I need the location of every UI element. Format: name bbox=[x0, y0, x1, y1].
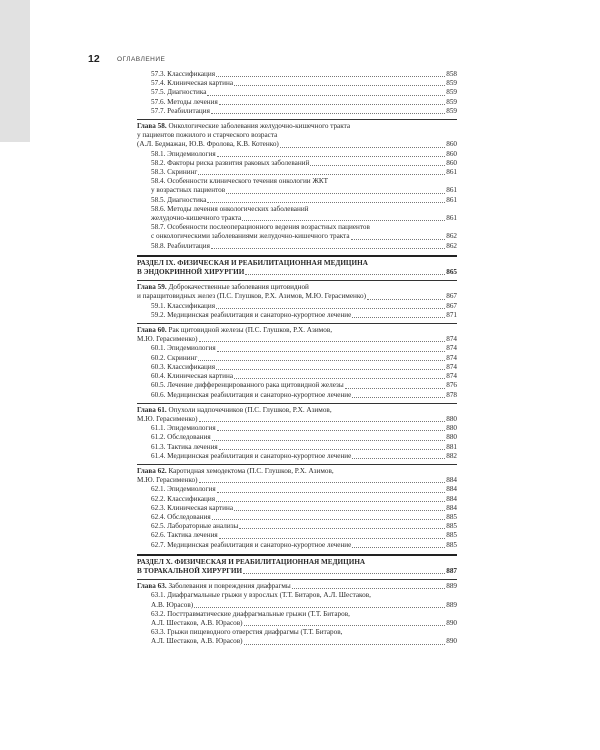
toc-entry-title-line: 62.1. Эпидемиология bbox=[151, 485, 216, 494]
toc-entry-text bbox=[151, 531, 218, 540]
toc-entry-row bbox=[151, 424, 457, 433]
toc-page-number: 859 bbox=[446, 88, 457, 97]
table-of-contents bbox=[137, 70, 457, 647]
toc-entry-row bbox=[137, 140, 457, 149]
toc-page-number: 880 bbox=[446, 424, 457, 433]
toc-entry-row bbox=[151, 214, 457, 223]
toc-entry-line bbox=[137, 326, 457, 335]
toc-entry-text bbox=[151, 214, 241, 223]
toc-page-number: 885 bbox=[446, 512, 457, 521]
toc-page-number: 882 bbox=[446, 451, 457, 460]
toc-entry-line bbox=[137, 122, 457, 131]
toc-entry-text bbox=[151, 504, 233, 513]
toc-page-number: 885 bbox=[446, 522, 457, 531]
toc-entry-title-line: В ТОРАКАЛЬНОЙ ХИРУРГИИ bbox=[137, 566, 243, 575]
chapter-label: Глава 58. bbox=[137, 122, 167, 131]
toc-entry-row bbox=[137, 268, 457, 277]
leader-dots bbox=[310, 165, 445, 166]
toc-entry-title-line: 57.6. Методы лечения bbox=[151, 97, 218, 106]
toc-page-number: 861 bbox=[446, 214, 457, 223]
toc-entry-title-line: 60.5. Лечение дифференцированного рака щитовидной железы bbox=[151, 381, 344, 390]
toc-page-number: 867 bbox=[446, 292, 457, 301]
toc-subentry bbox=[151, 363, 457, 372]
toc-entry-title-line: 58.6. Методы лечения онкологических заболеваний bbox=[151, 204, 309, 213]
toc-entry-title-line: с онкологическими заболеваниями желудочно-кишечного тракта bbox=[151, 232, 350, 241]
toc-entry-title-line: А.Л. Шестаков, А.В. Юрасов) bbox=[151, 637, 243, 646]
toc-entry-row bbox=[151, 381, 457, 390]
toc-entry-title-line: А.В. Юрасов) bbox=[151, 600, 194, 609]
toc-entry-line bbox=[137, 131, 457, 140]
toc-entry-row bbox=[151, 541, 457, 550]
toc-subentry bbox=[151, 242, 457, 251]
toc-entry-line bbox=[151, 205, 457, 214]
toc-entry-row bbox=[151, 242, 457, 251]
toc-entry-text bbox=[151, 232, 350, 241]
toc-page-number: 860 bbox=[446, 140, 457, 149]
toc-entry-title-line: 62.6. Тактика лечения bbox=[151, 531, 218, 540]
toc-subentry bbox=[151, 433, 457, 442]
toc-entry-line bbox=[151, 591, 457, 600]
toc-entry-line bbox=[137, 283, 457, 292]
leader-dots bbox=[244, 625, 446, 626]
page-number: 12 bbox=[88, 53, 100, 65]
toc-page-number: 874 bbox=[446, 353, 457, 362]
toc-entry-row bbox=[151, 79, 457, 88]
toc-entry-text bbox=[151, 372, 233, 381]
toc-entry-line bbox=[151, 610, 457, 619]
toc-subentry bbox=[151, 513, 457, 522]
toc-entry-line bbox=[137, 406, 457, 415]
leader-dots bbox=[207, 95, 445, 96]
toc-subentry bbox=[151, 168, 457, 177]
toc-entry-text bbox=[137, 415, 198, 424]
toc-entry-title-line: 62.4. Обследования bbox=[151, 512, 211, 521]
leader-dots bbox=[239, 528, 445, 529]
toc-entry-title-line: 60.1. Эпидемиология bbox=[151, 344, 216, 353]
toc-subentry bbox=[151, 522, 457, 531]
toc-entry-text bbox=[151, 513, 211, 522]
toc-subentry bbox=[151, 196, 457, 205]
leader-dots bbox=[217, 492, 446, 493]
toc-entry-title-line: и паращитовидных желез (П.С. Глушков, Р.Х. Азимов, М.Ю. Герасименко) bbox=[137, 292, 366, 301]
toc-entry-text bbox=[151, 196, 206, 205]
toc-entry-row bbox=[151, 391, 457, 400]
leader-dots bbox=[211, 248, 445, 249]
toc-subentry bbox=[151, 504, 457, 513]
leader-dots bbox=[367, 299, 445, 300]
toc-entry-line bbox=[151, 223, 457, 232]
toc-entry-title-line: 57.5. Диагностика bbox=[151, 88, 207, 97]
toc-page-number: 884 bbox=[446, 503, 457, 512]
toc-entry-title-line: 60.2. Скрининг bbox=[151, 353, 198, 362]
toc-entry-text bbox=[151, 70, 215, 79]
toc-page-number: 860 bbox=[446, 158, 457, 167]
toc-entry-row bbox=[151, 452, 457, 461]
toc-page-number: 890 bbox=[446, 637, 457, 646]
leader-dots bbox=[243, 573, 445, 574]
toc-entry-line bbox=[151, 628, 457, 637]
toc-entry-row bbox=[137, 335, 457, 344]
toc-entry-title-line: у пациентов пожилого и старческого возраста bbox=[137, 131, 278, 140]
toc-page-number: 858 bbox=[446, 70, 457, 78]
chapter-label: Глава 63. bbox=[137, 582, 167, 591]
toc-page-number: 889 bbox=[446, 600, 457, 609]
toc-entry-title-line: желудочно-кишечного тракта bbox=[151, 214, 242, 223]
toc-subentry bbox=[151, 311, 457, 320]
toc-entry-text bbox=[151, 424, 216, 433]
toc-entry-text bbox=[151, 495, 215, 504]
toc-page-number: 885 bbox=[446, 531, 457, 540]
leader-dots bbox=[280, 147, 445, 148]
chapter-label: Глава 61. bbox=[137, 405, 167, 414]
leader-dots bbox=[217, 351, 446, 352]
leader-dots bbox=[352, 317, 445, 318]
toc-subentry bbox=[151, 531, 457, 540]
toc-chapter-entry bbox=[137, 280, 457, 301]
leader-dots bbox=[219, 538, 445, 539]
toc-subentry bbox=[151, 424, 457, 433]
toc-entry-text bbox=[151, 242, 210, 251]
toc-entry-row bbox=[151, 232, 457, 241]
toc-page-number: 860 bbox=[446, 149, 457, 158]
toc-subentry bbox=[151, 223, 457, 241]
running-head: ОГЛАВЛЕНИЕ bbox=[117, 56, 166, 63]
toc-entry-title-line: 58.7. Особенности послеоперационного ведения возрастных пациентов bbox=[151, 223, 370, 232]
toc-page-number: 865 bbox=[446, 268, 457, 277]
leader-dots bbox=[199, 482, 446, 483]
leader-dots bbox=[219, 104, 445, 105]
toc-subentry bbox=[151, 591, 457, 609]
leader-dots bbox=[219, 449, 445, 450]
toc-subentry bbox=[151, 610, 457, 628]
toc-entry-text bbox=[151, 354, 197, 363]
toc-page-number: 874 bbox=[446, 335, 457, 344]
toc-entry-title-line: 58.2. Факторы риска развития раковых заболеваний bbox=[151, 158, 310, 167]
toc-entry-row bbox=[151, 196, 457, 205]
toc-entry-title-line: Рак щитовидной железы (П.С. Глушков, Р.Х. Азимов, bbox=[168, 326, 333, 335]
toc-subentry bbox=[151, 107, 457, 116]
toc-subentry bbox=[151, 150, 457, 159]
toc-entry-title-line: 62.3. Клиническая картина bbox=[151, 503, 234, 512]
toc-entry-row bbox=[151, 186, 457, 195]
toc-entry-text bbox=[151, 88, 206, 97]
toc-page-number: 874 bbox=[446, 362, 457, 371]
toc-entry-row bbox=[151, 302, 457, 311]
toc-entry-text bbox=[137, 140, 279, 149]
toc-entry-title-line: 59.2. Медицинская реабилитация и санаторно-курортное лечение bbox=[151, 310, 352, 319]
toc-entry-text bbox=[151, 619, 243, 628]
toc-entry-text bbox=[151, 637, 243, 646]
toc-page-number: 884 bbox=[446, 476, 457, 485]
leader-dots bbox=[212, 519, 446, 520]
toc-entry-text bbox=[151, 485, 216, 494]
toc-entry-title-line: 60.6. Медицинская реабилитация и санаторно-курортное лечение bbox=[151, 390, 352, 399]
leader-dots bbox=[245, 274, 445, 275]
toc-entry-title-line: 60.3. Классификация bbox=[151, 362, 216, 371]
toc-entry-row bbox=[151, 513, 457, 522]
toc-page-number: 859 bbox=[446, 106, 457, 115]
toc-entry-text bbox=[137, 476, 198, 485]
toc-entry-title-line: 61.4. Медицинская реабилитация и санаторно-курортное лечение bbox=[151, 451, 352, 460]
toc-page-number: 876 bbox=[446, 381, 457, 390]
toc-page-number: 862 bbox=[446, 241, 457, 250]
toc-entry-row bbox=[151, 150, 457, 159]
toc-entry-row bbox=[151, 433, 457, 442]
leader-dots bbox=[234, 85, 445, 86]
leader-dots bbox=[352, 547, 445, 548]
toc-entry-row bbox=[151, 637, 457, 646]
toc-page-number: 880 bbox=[446, 414, 457, 423]
toc-entry-row bbox=[151, 98, 457, 107]
toc-entry-text bbox=[137, 567, 242, 576]
toc-entry-title-line: 63.3. Грыжи пищеводного отверстия диафрагмы (Т.Т. Битаров, bbox=[151, 628, 343, 637]
leader-dots bbox=[234, 510, 445, 511]
toc-entry-title-line: Каротидная хемодектома (П.С. Глушков, Р.Х. Азимов, bbox=[168, 466, 334, 475]
leader-dots bbox=[199, 421, 446, 422]
toc-entry-row bbox=[151, 363, 457, 372]
toc-page-number: 874 bbox=[446, 372, 457, 381]
toc-page-number: 880 bbox=[446, 433, 457, 442]
toc-entry-text bbox=[151, 522, 238, 531]
toc-entry-row bbox=[151, 495, 457, 504]
leader-dots bbox=[244, 644, 446, 645]
toc-entry-row bbox=[151, 522, 457, 531]
toc-subentry bbox=[151, 79, 457, 88]
toc-entry-text bbox=[137, 268, 244, 277]
toc-entry-text bbox=[151, 452, 351, 461]
toc-entry-text bbox=[151, 541, 351, 550]
toc-page-number: 890 bbox=[446, 618, 457, 627]
toc-entry-row bbox=[151, 159, 457, 168]
toc-subentry bbox=[151, 88, 457, 97]
toc-subentry bbox=[151, 452, 457, 461]
toc-subentry bbox=[151, 391, 457, 400]
toc-subentry bbox=[151, 541, 457, 550]
toc-entry-row bbox=[151, 619, 457, 628]
toc-entry-text bbox=[151, 311, 351, 320]
toc-subentry bbox=[151, 70, 457, 79]
toc-entry-title-line: 58.8. Реабилитация bbox=[151, 241, 210, 250]
toc-entry-title-line: Онкологические заболевания желудочно-кишечного тракта bbox=[168, 122, 351, 131]
toc-entry-text bbox=[151, 381, 344, 390]
toc-entry-title-line: 61.1. Эпидемиология bbox=[151, 424, 216, 433]
toc-entry-title-line: 62.5. Лабораторные анализы bbox=[151, 522, 239, 531]
toc-entry-title-line: РАЗДЕЛ X. ФИЗИЧЕСКАЯ И РЕАБИЛИТАЦИОННАЯ МЕДИЦИНА bbox=[137, 557, 366, 566]
toc-page-number: 861 bbox=[446, 168, 457, 177]
leader-dots bbox=[212, 440, 446, 441]
leader-dots bbox=[242, 220, 445, 221]
toc-entry-row bbox=[151, 485, 457, 494]
leader-dots bbox=[351, 239, 446, 240]
toc-entry-title-line: М.Ю. Герасименко) bbox=[137, 335, 198, 344]
toc-entry-title-line: (А.Л. Бедмажан, Ю.В. Фролова, К.В. Котенко) bbox=[137, 140, 279, 149]
toc-entry-row bbox=[151, 88, 457, 97]
leader-dots bbox=[217, 156, 446, 157]
leader-dots bbox=[217, 430, 446, 431]
leader-dots bbox=[226, 193, 445, 194]
toc-entry-row bbox=[151, 168, 457, 177]
toc-entry-text bbox=[151, 98, 218, 107]
toc-chapter-entry bbox=[137, 119, 457, 150]
toc-entry-row bbox=[151, 531, 457, 540]
toc-entry-title-line: 61.3. Тактика лечения bbox=[151, 442, 218, 451]
toc-page-number: 859 bbox=[446, 97, 457, 106]
toc-entry-title-line: М.Ю. Герасименко) bbox=[137, 476, 198, 485]
toc-entry-title-line: А.Л. Шестаков, А.В. Юрасов) bbox=[151, 618, 243, 627]
toc-entry-title-line: 57.3. Классификация bbox=[151, 70, 216, 78]
toc-subentry bbox=[151, 495, 457, 504]
toc-section-entry bbox=[137, 554, 457, 576]
toc-entry-text bbox=[137, 292, 366, 301]
leader-dots bbox=[207, 202, 445, 203]
toc-entry-line bbox=[151, 177, 457, 186]
toc-subentry bbox=[151, 177, 457, 195]
toc-entry-title-line: 63.2. Посттравматические диафрагмальные грыжи (Т.Т. Битаров, bbox=[151, 609, 350, 618]
toc-entry-row bbox=[137, 415, 457, 424]
toc-entry-title-line: Опухоли надпочечников (П.С. Глушков, Р.Х. Азимов, bbox=[168, 405, 332, 414]
toc-entry-title-line: 62.2. Классификация bbox=[151, 494, 216, 503]
leader-dots bbox=[216, 369, 445, 370]
chapter-label: Глава 59. bbox=[137, 283, 167, 292]
toc-entry-row bbox=[137, 567, 457, 576]
toc-subentry bbox=[151, 485, 457, 494]
toc-page-number: 878 bbox=[446, 390, 457, 399]
toc-page-number: 861 bbox=[446, 186, 457, 195]
leader-dots bbox=[199, 341, 446, 342]
toc-chapter-entry bbox=[137, 464, 457, 485]
toc-entry-row bbox=[151, 311, 457, 320]
toc-entry-text bbox=[151, 159, 309, 168]
toc-page-number: 871 bbox=[446, 310, 457, 319]
leader-dots bbox=[198, 360, 445, 361]
toc-entry-row bbox=[137, 476, 457, 485]
toc-entry-title-line: РАЗДЕЛ IX. ФИЗИЧЕСКАЯ И РЕАБИЛИТАЦИОННАЯ МЕДИЦИНА bbox=[137, 258, 368, 267]
leader-dots bbox=[352, 397, 445, 398]
toc-entry-row bbox=[151, 504, 457, 513]
toc-chapter-entry bbox=[137, 403, 457, 424]
leader-dots bbox=[216, 501, 445, 502]
toc-entry-text bbox=[151, 168, 197, 177]
toc-subentry bbox=[151, 344, 457, 353]
leader-dots bbox=[234, 378, 445, 379]
toc-entry-title-line: Доброкачественные заболевания щитовидной bbox=[168, 283, 309, 292]
leader-dots bbox=[345, 388, 446, 389]
toc-page-number: 889 bbox=[446, 582, 457, 591]
toc-entry-row bbox=[151, 344, 457, 353]
toc-entry-text bbox=[151, 344, 216, 353]
toc-entry-text bbox=[137, 335, 198, 344]
leader-dots bbox=[352, 458, 445, 459]
toc-entry-row bbox=[151, 372, 457, 381]
toc-entry-text bbox=[151, 79, 233, 88]
toc-entry-text bbox=[151, 433, 211, 442]
toc-entry-title-line: 58.1. Эпидемиология bbox=[151, 149, 216, 158]
toc-subentry bbox=[151, 381, 457, 390]
toc-section-entry bbox=[137, 255, 457, 277]
toc-entry-title-line: 63.1. Диафрагмальные грыжи у взрослых (Т.Т. Битаров, А.Л. Шестаков, bbox=[151, 591, 371, 600]
toc-page-number: 885 bbox=[446, 540, 457, 549]
toc-entry-title-line: 60.4. Клиническая картина bbox=[151, 372, 234, 381]
leader-dots bbox=[292, 588, 446, 589]
chapter-label: Глава 60. bbox=[137, 326, 167, 335]
page-edge-tab bbox=[0, 0, 30, 142]
toc-page-number: 881 bbox=[446, 442, 457, 451]
toc-entry-title-line: М.Ю. Герасименко) bbox=[137, 414, 198, 423]
toc-page-number: 874 bbox=[446, 344, 457, 353]
toc-entry-text bbox=[151, 363, 215, 372]
toc-entry-title-line: В ЭНДОКРИННОЙ ХИРУРГИИ bbox=[137, 268, 245, 277]
toc-page-number: 867 bbox=[446, 301, 457, 310]
toc-page-number: 887 bbox=[446, 566, 457, 575]
toc-entry-title-line: 58.3. Скрининг bbox=[151, 168, 198, 177]
toc-entry-title-line: 58.5. Диагностика bbox=[151, 195, 207, 204]
toc-entry-row bbox=[137, 582, 457, 591]
toc-entry-title-line: 61.2. Обследования bbox=[151, 433, 211, 442]
toc-entry-text bbox=[151, 601, 193, 610]
chapter-label: Глава 62. bbox=[137, 466, 167, 475]
toc-entry-row bbox=[137, 292, 457, 301]
toc-page-number: 862 bbox=[446, 232, 457, 241]
leader-dots bbox=[216, 308, 445, 309]
toc-entry-line bbox=[137, 558, 457, 567]
toc-entry-line bbox=[137, 467, 457, 476]
toc-entry-row bbox=[151, 354, 457, 363]
toc-entry-title-line: у возрастных пациентов bbox=[151, 186, 226, 195]
toc-subentry bbox=[151, 443, 457, 452]
toc-page-number: 884 bbox=[446, 494, 457, 503]
toc-entry-title-line: 62.7. Медицинская реабилитация и санаторно-курортное лечение bbox=[151, 540, 352, 549]
toc-entry-text bbox=[151, 443, 218, 452]
leader-dots bbox=[194, 607, 445, 608]
toc-subentry bbox=[151, 354, 457, 363]
toc-entry-title-line: Заболевания и повреждения диафрагмы bbox=[168, 582, 291, 591]
toc-entry-title-line: 57.4. Клиническая картина bbox=[151, 79, 234, 88]
toc-page-number: 884 bbox=[446, 485, 457, 494]
toc-subentry bbox=[151, 302, 457, 311]
toc-entry-text bbox=[151, 186, 225, 195]
toc-entry-text bbox=[151, 391, 351, 400]
toc-page-number: 861 bbox=[446, 195, 457, 204]
toc-subentry bbox=[151, 372, 457, 381]
toc-entry-row bbox=[151, 443, 457, 452]
toc-subentry bbox=[151, 98, 457, 107]
toc-entry-title-line: 57.7. Реабилитация bbox=[151, 106, 210, 115]
toc-entry-row bbox=[151, 107, 457, 116]
toc-entry-text bbox=[137, 582, 291, 591]
toc-entry-row bbox=[151, 601, 457, 610]
toc-entry-title-line: 58.4. Особенности клинического течения онкологии ЖКТ bbox=[151, 177, 329, 186]
toc-chapter-entry bbox=[137, 323, 457, 344]
toc-entry-text bbox=[151, 107, 210, 116]
leader-dots bbox=[198, 174, 445, 175]
toc-chapter-entry bbox=[137, 579, 457, 591]
leader-dots bbox=[216, 76, 445, 77]
toc-entry-title-line: 59.1. Классификация bbox=[151, 301, 216, 310]
toc-subentry bbox=[151, 628, 457, 646]
toc-entry-text bbox=[151, 302, 215, 311]
toc-entry-row bbox=[151, 70, 457, 79]
toc-subentry bbox=[151, 205, 457, 223]
toc-page-number: 859 bbox=[446, 79, 457, 88]
toc-entry-line bbox=[137, 259, 457, 268]
leader-dots bbox=[211, 113, 445, 114]
toc-entry-text bbox=[151, 150, 216, 159]
toc-subentry bbox=[151, 159, 457, 168]
